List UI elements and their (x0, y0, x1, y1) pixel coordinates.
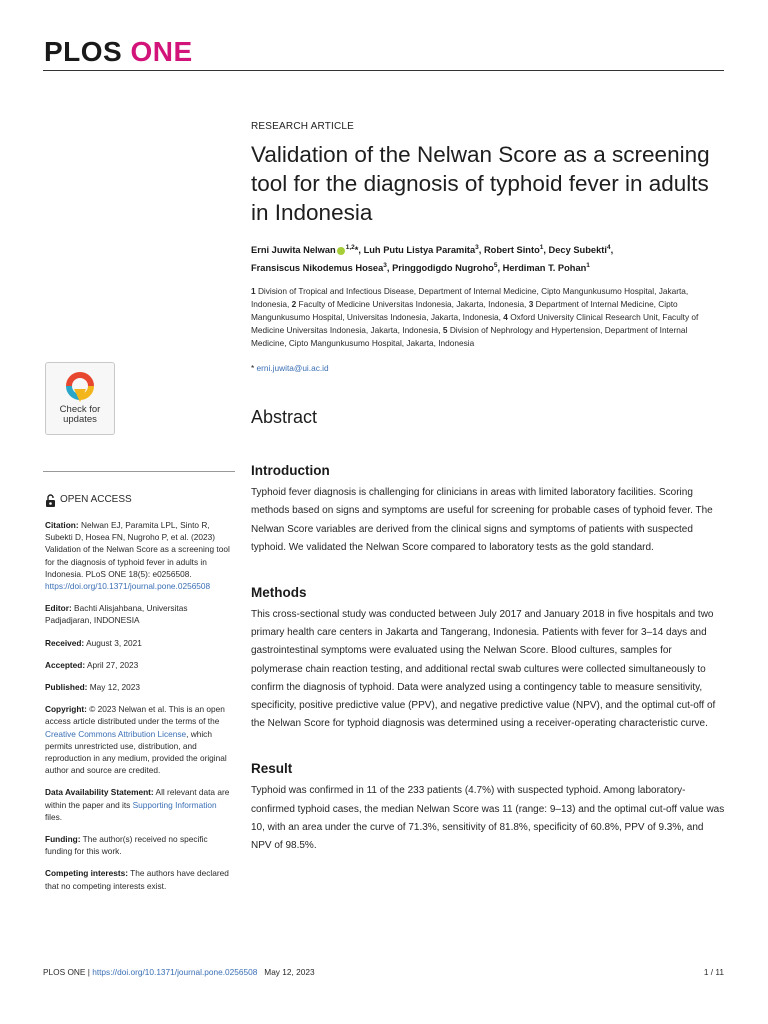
author-name[interactable]: Robert Sinto (483, 245, 540, 256)
result-heading: Result (251, 761, 293, 777)
citation-label: Citation: (45, 520, 79, 530)
accepted-date: April 27, 2023 (86, 659, 139, 670)
affiliation-text: Department of Internal Medicine, Cipto Mangunkusumo Hospital, Universitas Indonesia, Jakarta, Indonesia, (251, 299, 678, 323)
journal-name-plos: PLOS (44, 36, 123, 67)
footer-separator: | (87, 967, 90, 977)
affiliation-text: Division of Tropical and Infectious Disease, Department of Internal Medicine, Cipto Mangunkusumo Hospital, Jakarta, Indonesia, (251, 286, 689, 310)
author-name[interactable]: Erni Juwita Nelwan (251, 245, 336, 256)
data-availability-block (45, 786, 233, 823)
author-name[interactable]: Fransiscus Nikodemus Hosea (251, 263, 384, 274)
author-name[interactable]: Luh Putu Listya Paramita (363, 245, 476, 256)
author-affiliation: 1 (586, 262, 590, 270)
data-availability-text-1: All relevant data are within the paper and its (45, 787, 230, 810)
footer-doi-link[interactable]: https://doi.org/10.1371/journal.pone.0256508 (92, 967, 258, 977)
corresponding-author (251, 362, 725, 375)
orcid-icon[interactable] (337, 247, 345, 255)
article-main (251, 120, 725, 855)
affiliation-number: 5 (442, 325, 448, 336)
article-title: Validation of the Nelwan Score as a screening tool for the diagnosis of typhoid fever in adults in Indonesia (251, 142, 710, 225)
corresponding-mark: * (354, 245, 359, 256)
check-for-updates-badge[interactable] (45, 362, 115, 435)
check-for-updates-label (46, 405, 114, 425)
check-for-updates-icon (63, 368, 97, 404)
editor-block (45, 602, 233, 626)
sidebar-divider (43, 471, 235, 472)
introduction-heading: Introduction (251, 463, 330, 479)
published-date: May 12, 2023 (89, 682, 141, 693)
copyright-label: Copyright: (45, 704, 87, 715)
competing-interests-block (45, 867, 233, 891)
affiliation-list (251, 285, 725, 350)
author-name[interactable]: Decy Subekti (548, 245, 607, 256)
footer-left (43, 966, 315, 978)
affiliation-text: Division of Nephrology and Hypertension, Department of Internal Medicine, Cipto Mangunkusumo Hospital, Jakarta, Indonesia (251, 325, 688, 349)
received-label: Received: (45, 637, 85, 648)
header-divider (43, 70, 724, 71)
author-name[interactable]: Herdiman T. Pohan (502, 263, 587, 274)
supporting-information-link[interactable]: Supporting Information (132, 799, 217, 810)
received-block (45, 637, 233, 649)
copyright-text-1: © 2023 Nelwan et al. This is an open access article distributed under the terms of the (45, 704, 225, 727)
affiliation-number: 3 (528, 299, 534, 310)
journal-name-one: ONE (130, 36, 193, 67)
open-access-text: OPEN ACCESS (60, 494, 132, 505)
affiliation-number: 1 (251, 286, 256, 297)
corresponding-email-link[interactable]: erni.juwita@ui.ac.id (256, 363, 329, 374)
data-availability-text-2: files. (45, 811, 63, 822)
data-availability-label: Data Availability Statement: (45, 787, 154, 798)
methods-heading: Methods (251, 585, 307, 600)
editor-text: Bachti Alisjahbana, Universitas Padjadjaran, INDONESIA (45, 603, 188, 626)
footer-date: May 12, 2023 (264, 967, 315, 977)
footer-journal: PLOS ONE (43, 967, 86, 977)
accepted-block (45, 659, 233, 671)
article-metadata-sidebar (45, 493, 233, 902)
author-affiliation: 3 (383, 262, 387, 270)
methods-text: This cross-sectional study was conducted between July 2017 and January 2018 in five hospitals and two primary health care centers in Jakarta and Tangerang, Indonesia. Patients with fever for 3–14 days and gastrointestinal symptoms were evaluated using the Nelwan Score. Blood cultures, samples for polymerase chain reaction testing, and additional rectal swab cultures were collected simultaneously to confirm the diagnosis of typhoid. Data were analyzed using a contingency table to measure sensitivity, specificity, positive predictive value (PPV), and negative predictive value (NPV), and the optimal cut-off of the Nelwan Score for typhoid diagnosis was determined using a receiver-operating characteristic curve. (251, 609, 716, 730)
citation-doi-link[interactable]: https://doi.org/10.1371/journal.pone.0256508 (45, 581, 211, 592)
published-label: Published: (45, 682, 88, 693)
copyright-block (45, 703, 233, 776)
author-affiliation: 5 (493, 262, 498, 270)
competing-interests-label: Competing interests: (45, 868, 128, 879)
author-list: Erni Juwita Nelwan $^{1,2}$*, Luh Putu Listya Paramita$^3$, Robert Sinto$^1$, Decy Subekti$^4$, Fransiscus Nikodemus Hosea$^3$, Pringgodigdo Nugroho$^5$, Herdiman T. Pohan$^1$ (251, 244, 614, 274)
open-access-label (45, 493, 233, 507)
corresponding-symbol: * (251, 363, 255, 374)
accepted-label: Accepted: (45, 659, 86, 670)
journal-logo[interactable] (44, 36, 193, 68)
citation-text: Nelwan EJ, Paramita LPL, Sinto R, Subekti D, Hosea FN, Nugroho P, et al. (2023) Validation of the Nelwan Score as a screening tool for the diagnosis of typhoid fever in adults in Indonesia. PLoS ONE 18(5): e0256508. (45, 520, 230, 579)
affiliation-number: 2 (291, 299, 297, 310)
competing-interests-text: The authors have declared that no competing interests exist. (45, 868, 229, 891)
affiliation-text: Oxford University Clinical Research Unit, Faculty of Medicine Universitas Indonesia, Jakarta, Indonesia, (251, 312, 699, 336)
author-affiliation: 4 (606, 244, 611, 251)
abstract-heading: Abstract (251, 407, 318, 428)
affiliation-text: Faculty of Medicine Universitas Indonesia, Jakarta, Indonesia, (298, 299, 527, 310)
check-for-updates-line1: Check for (59, 404, 101, 415)
open-lock-icon (45, 494, 56, 507)
editor-label: Editor: (45, 603, 72, 614)
affiliation-number: 4 (503, 312, 508, 323)
author-affiliation: 1,2 (345, 244, 355, 251)
author-affiliation: 1 (539, 244, 544, 251)
page-number: 1 / 11 (703, 967, 724, 977)
author-name[interactable]: Pringgodigdo Nugroho (392, 263, 494, 274)
article-type: RESEARCH ARTICLE (251, 121, 355, 132)
received-date: August 3, 2021 (86, 637, 142, 648)
citation-block (45, 519, 233, 592)
author-affiliation: 3 (475, 244, 479, 251)
funding-label: Funding: (45, 834, 81, 845)
license-link[interactable]: Creative Commons Attribution License (45, 728, 187, 739)
funding-text: The author(s) received no specific funding for this work. (45, 834, 208, 857)
funding-block (45, 833, 233, 857)
published-block (45, 681, 233, 693)
introduction-text: Typhoid fever diagnosis is challenging for clinicians in areas with limited laboratory facilities. Scoring methods based on signs and symptoms are useful for screening for probable cases of typhoid fever. The Nelwan Score variables are derived from the clinical signs and symptoms of patients with suspected typhoid. We validated the Nelwan Score compared to laboratory tests as the gold standard. (251, 487, 713, 553)
copyright-text-2: , which permits unrestricted use, distribution, and reproduction in any medium, provided the original author and source are credited. (45, 728, 227, 776)
result-text: Typhoid was confirmed in 11 of the 233 patients (4.7%) with suspected typhoid. Among laboratory-confirmed typhoid cases, the median Nelwan Score was 11 (range: 9–13) and the optimal cut-off value was 10, with an area under the curve of 71.3%, sensitivity of 81.8%, specificity of 60.8%, PPV of 9.3%, and NPV of 98.5%. (251, 785, 725, 852)
page-footer (43, 966, 724, 978)
check-for-updates-line2: updates (63, 414, 97, 425)
